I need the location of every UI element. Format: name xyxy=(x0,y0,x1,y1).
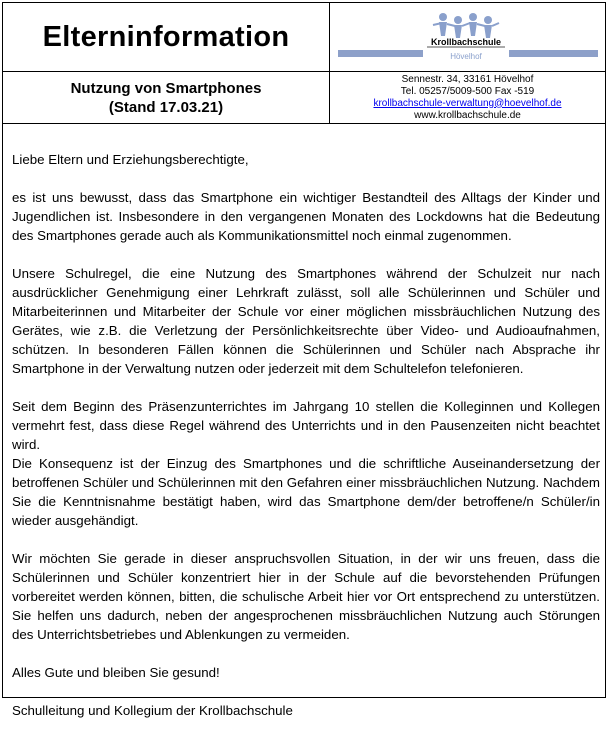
school-address: Sennestr. 34, 33161 Hövelhof xyxy=(401,73,534,85)
school-email-link[interactable]: krollbachschule-verwaltung@hoevelhof.de xyxy=(373,97,562,109)
document-date: (Stand 17.03.21) xyxy=(108,98,224,116)
logo-town-name: Hövelhof xyxy=(450,52,482,61)
closing: Alles Gute und bleiben Sie gesund! xyxy=(12,665,220,680)
right-accent-bar xyxy=(508,50,598,57)
paragraph-observation: Seit dem Beginn des Präsenzunterrichtes im Jahrgang 10 stellen die Kolleginnen und Kollegen vermehrt fest, dass diese Regel während des Unterrichts und in den Pausenzeiten nicht beachtet wird. xyxy=(12,399,600,452)
contact-cell xyxy=(329,71,606,124)
signature: Schulleitung und Kollegium der Krollbachschule xyxy=(12,703,293,718)
school-website: www.krollbachschule.de xyxy=(414,109,521,121)
salutation: Liebe Eltern und Erziehungsberechtigte, xyxy=(12,152,249,167)
paragraph-school-rule: Unsere Schulregel, die eine Nutzung des Smartphones während der Schulzeit nur nach ausdrücklicher Genehmigung einer Lehrkraft zulässt, soll alle Schülerinnen und Schüler und Mitarbeiterinnen und Mitarbeiter der Schule vor einer möglichen missbräuchlichen Nutzung des Gerätes, wie z.B. die Verletzung der Persönlichkeitsrechte über Video- und Audioaufnahmen, schützen. In besonderen Fällen können die Schülerinnen und Schüler nach Absprache ihr Smartphone in der Verwaltung nutzen oder jederzeit mit dem Schultelefon telefonieren. xyxy=(12,266,600,376)
school-logo xyxy=(423,9,509,69)
document-subject: Nutzung von Smartphones xyxy=(70,79,262,97)
left-accent-bar xyxy=(338,50,425,57)
subtitle-cell xyxy=(2,71,330,124)
letter-body xyxy=(12,150,600,739)
paragraph-consequence: Die Konsequenz ist der Einzug des Smartphones und die schriftliche Auseinandersetzung der betroffenen Schüler und Schülerinnen mit den Gefahren einer missbräuchlichen Nutzung. Nachdem Sie die Kenntnisnahme bestätigt haben, wird das Smartphone dem/der betroffene/n Schüler/in wieder ausgehändigt. xyxy=(12,456,600,528)
school-phone: Tel. 05257/5009-500 Fax -519 xyxy=(400,85,535,97)
title-cell xyxy=(2,2,330,72)
paragraph-request: Wir möchten Sie gerade in dieser anspruchsvollen Situation, in der wir uns freuen, dass die Schülerinnen und Schüler konzentriert hier in der Schule auf die bevorstehenden Prüfungen vorbereitet werden können, bitten, die schulische Arbeit hier vor Ort entsprechend zu unterstützen. Sie helfen uns dadurch, neben der angesprochenen missbräuchlichen Nutzung auch Störungen des Unterrichtsbetriebes und Ablenkungen zu vermeiden. xyxy=(12,551,600,642)
logo-cell xyxy=(329,2,606,72)
paragraph-intro: es ist uns bewusst, dass das Smartphone ein wichtiger Bestandteil des Alltags der Kinder und Jugendlichen ist. Insbesondere in den vergangenen Monaten des Lockdowns hat die Bedeutung des Smartphones gerade auch als Kommunikationsmittel noch einmal zugenommen. xyxy=(12,190,600,243)
logo-wordmark: Krollbachschule xyxy=(430,37,502,47)
letterhead xyxy=(2,2,606,122)
page-title: Elterninformation xyxy=(42,20,290,53)
